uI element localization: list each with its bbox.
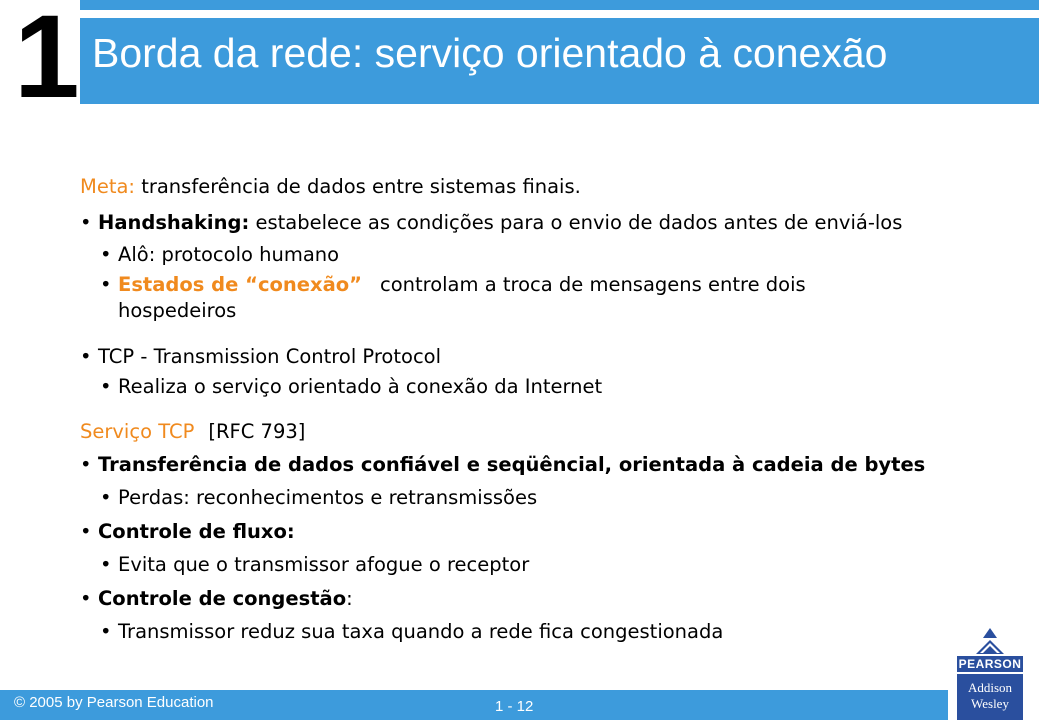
- slide-title: Borda da rede: serviço orientado à conexão: [92, 30, 888, 76]
- chapter-number: 1: [14, 0, 80, 123]
- transfer-line: [80, 453, 925, 476]
- transfer-text: Transferência de dados confiável e seqüêncial, orientada à cadeia de bytes: [98, 453, 926, 476]
- logo-line-1: Addison: [967, 680, 1013, 695]
- servico-label: Serviço TCP: [80, 420, 195, 443]
- fluxo-line: [80, 520, 295, 543]
- congestao-line: [80, 587, 353, 610]
- estados-text: controlam a troca de mensagens entre dois: [379, 273, 806, 296]
- congestao-sub-line: [100, 620, 723, 643]
- fluxo-text: Controle de fluxo:: [98, 520, 295, 543]
- fluxo-sub-text: Evita que o transmissor afogue o receptor: [118, 553, 530, 576]
- bullet-icon: •: [80, 520, 92, 543]
- perdas-text: Perdas: reconhecimentos e retransmissões: [118, 486, 538, 509]
- top-strip: [80, 0, 1039, 10]
- bullet-icon: •: [100, 620, 112, 643]
- alo-line: [100, 243, 339, 266]
- perdas-line: [100, 486, 537, 509]
- rfc-text: [RFC 793]: [208, 420, 306, 443]
- bullet-icon: •: [100, 486, 112, 509]
- pearson-emblem-icon: [973, 628, 1007, 654]
- copyright-text: © 2005 by Pearson Education: [14, 694, 214, 711]
- meta-line: [80, 175, 581, 198]
- tcp-sub-text: Realiza o serviço orientado à conexão da Internet: [118, 375, 603, 398]
- handshaking-label: Handshaking:: [98, 211, 250, 234]
- bullet-icon: •: [100, 375, 112, 398]
- estados-line: [100, 273, 806, 296]
- pearson-wordmark: PEARSON: [958, 657, 1022, 671]
- pearson-logo: [957, 624, 1023, 720]
- bullet-icon: •: [80, 211, 92, 234]
- alo-text: Alô: protocolo humano: [118, 243, 340, 266]
- logo-line-2: Wesley: [971, 696, 1009, 711]
- bullet-icon: •: [80, 587, 92, 610]
- bullet-icon: •: [80, 453, 92, 476]
- meta-label: Meta:: [80, 175, 135, 198]
- servico-line: [80, 420, 305, 443]
- page-number: 1 - 12: [495, 698, 534, 715]
- bullet-icon: •: [100, 273, 112, 296]
- handshaking-text: estabelece as condições para o envio de dados antes de enviá-los: [249, 211, 903, 234]
- handshaking-line: [80, 211, 902, 234]
- bullet-icon: •: [80, 345, 92, 368]
- bullet-icon: •: [100, 553, 112, 576]
- congestao-label: Controle de congestão: [98, 587, 347, 610]
- bullet-icon: •: [100, 243, 112, 266]
- tcp-line: [80, 345, 441, 368]
- estados-label: Estados de “conexão”: [118, 273, 362, 296]
- tcp-sub-line: [100, 375, 602, 398]
- tcp-text: TCP - Transmission Control Protocol: [98, 345, 442, 368]
- addison-wesley-mark: [957, 674, 1023, 720]
- estados-line-2: hospedeiros: [118, 299, 237, 322]
- fluxo-sub-line: [100, 553, 529, 576]
- congestao-colon: :: [346, 587, 353, 610]
- meta-text: transferência de dados entre sistemas finais.: [135, 175, 581, 198]
- congestao-sub-text: Transmissor reduz sua taxa quando a rede fica congestionada: [118, 620, 724, 643]
